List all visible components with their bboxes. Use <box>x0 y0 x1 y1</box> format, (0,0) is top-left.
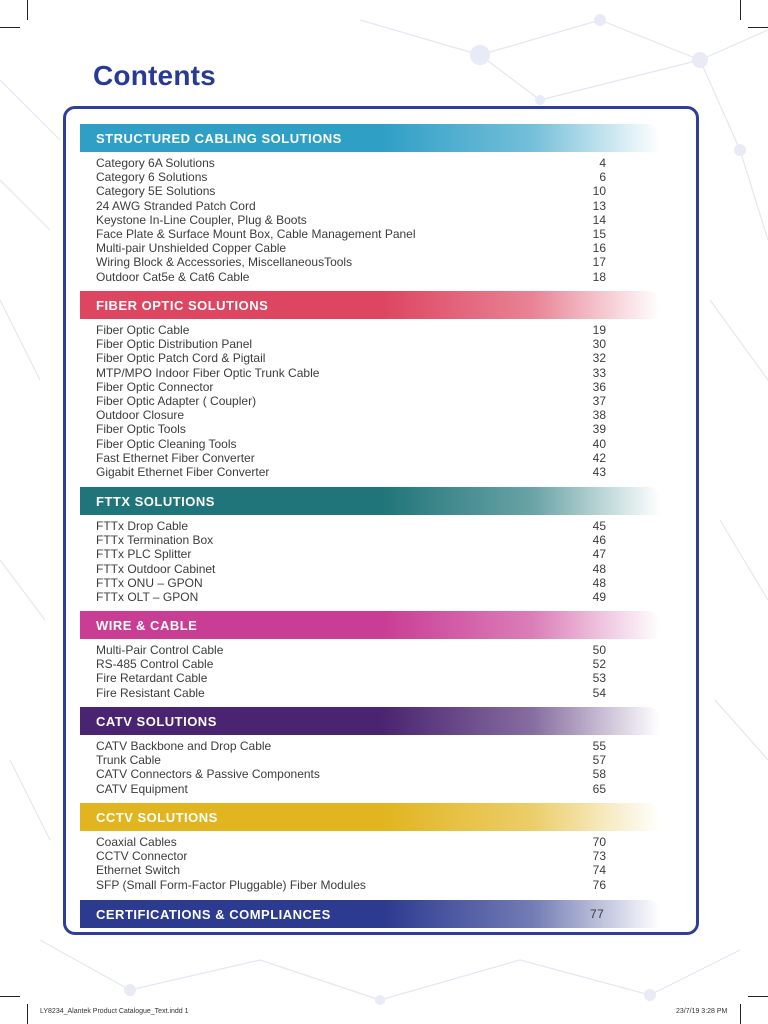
toc-entry <box>96 394 606 408</box>
toc-entry <box>96 451 606 465</box>
section-header-cctv-solutions <box>80 803 660 831</box>
crop-mark <box>748 996 768 997</box>
toc-entry-label: Multi-Pair Control Cable <box>96 643 224 657</box>
toc-entry <box>96 782 606 796</box>
toc-entry-label: MTP/MPO Indoor Fiber Optic Trunk Cable <box>96 366 320 380</box>
section-heading: FIBER OPTIC SOLUTIONS <box>96 297 269 313</box>
toc-entry-page: 10 <box>592 184 606 198</box>
toc-entry <box>96 686 606 700</box>
section-heading: WIRE & CABLE <box>96 617 198 633</box>
toc-entry-page: 49 <box>592 590 606 604</box>
toc-entry-page: 65 <box>592 782 606 796</box>
toc-entry-label: CATV Backbone and Drop Cable <box>96 739 272 753</box>
toc-entry-label: SFP (Small Form-Factor Pluggable) Fiber Modules <box>96 878 366 892</box>
toc-entry-label: Fiber Optic Distribution Panel <box>96 337 253 351</box>
toc-entry-label: Gigabit Ethernet Fiber Converter <box>96 465 270 479</box>
toc-entry-page: 40 <box>592 437 606 451</box>
toc-entry <box>96 156 606 170</box>
toc-entry <box>96 519 606 533</box>
section-heading: CCTV SOLUTIONS <box>96 809 218 825</box>
toc-entry-page: 54 <box>592 686 606 700</box>
toc-entry <box>96 184 606 198</box>
toc-entry-label: FTTx ONU – GPON <box>96 576 203 590</box>
toc-entry-label: Fiber Optic Adapter ( Coupler) <box>96 394 257 408</box>
toc-entry-page: 32 <box>592 351 606 365</box>
toc-entry-label: Fiber Optic Cleaning Tools <box>96 437 237 451</box>
toc-entry-label: Multi-pair Unshielded Copper Cable <box>96 241 287 255</box>
toc-entry <box>96 351 606 365</box>
toc-entry <box>96 422 606 436</box>
toc-entry <box>96 590 606 604</box>
toc-entry-label: Category 6 Solutions <box>96 170 208 184</box>
section-header-structured-cabling-solutions <box>80 124 660 152</box>
toc-entry-label: Wiring Block & Accessories, MiscellaneousTools <box>96 255 353 269</box>
toc-entry-page: 4 <box>599 156 606 170</box>
toc-entry <box>96 323 606 337</box>
toc-entry <box>96 255 606 269</box>
toc-entry <box>96 753 606 767</box>
toc-entry <box>96 533 606 547</box>
toc-entry <box>96 213 606 227</box>
toc-entry-label: Keystone In-Line Coupler, Plug & Boots <box>96 213 307 227</box>
toc-entry-page: 16 <box>592 241 606 255</box>
toc-entry-page: 33 <box>592 366 606 380</box>
toc-entry-page: 76 <box>592 878 606 892</box>
toc-entry-label: 24 AWG Stranded Patch Cord <box>96 199 256 213</box>
toc-entry <box>96 671 606 685</box>
toc-entry <box>96 835 606 849</box>
toc-entry-label: RS-485 Control Cable <box>96 657 214 671</box>
toc-entry-page: 15 <box>592 227 606 241</box>
toc-entry <box>96 465 606 479</box>
toc-entry-page: 52 <box>592 657 606 671</box>
toc-entry <box>96 270 606 284</box>
toc-entry-label: Fiber Optic Tools <box>96 422 186 436</box>
toc-entry-label: FTTx Outdoor Cabinet <box>96 562 216 576</box>
toc-entry <box>96 199 606 213</box>
toc-entry-label: Coaxial Cables <box>96 835 177 849</box>
toc-entry <box>96 227 606 241</box>
toc-entry-page: 50 <box>592 643 606 657</box>
toc-entry-label: Fire Resistant Cable <box>96 686 205 700</box>
toc-entry-label: FTTx PLC Splitter <box>96 547 192 561</box>
toc-entry-label: CCTV Connector <box>96 849 188 863</box>
toc-entry-page: 6 <box>599 170 606 184</box>
toc-entry-label: Fast Ethernet Fiber Converter <box>96 451 255 465</box>
toc-entry-page: 37 <box>592 394 606 408</box>
toc-entry-page: 13 <box>592 199 606 213</box>
toc-entry-page: 53 <box>592 671 606 685</box>
crop-mark <box>740 1004 741 1024</box>
toc-entry-label: Category 5E Solutions <box>96 184 216 198</box>
crop-mark <box>27 0 28 20</box>
toc-entry-label: Fiber Optic Cable <box>96 323 190 337</box>
toc-entry-page: 14 <box>592 213 606 227</box>
toc-entry-page: 73 <box>592 849 606 863</box>
section-header-catv-solutions <box>80 707 660 735</box>
footer-file: LY8234_Alantek Product Catalogue_Text.indd 1 <box>40 1008 189 1015</box>
toc-entry-label: Outdoor Cat5e & Cat6 Cable <box>96 270 250 284</box>
section-heading: STRUCTURED CABLING SOLUTIONS <box>96 130 342 146</box>
crop-mark <box>0 27 20 28</box>
crop-mark <box>27 1004 28 1024</box>
toc-entry-page: 45 <box>592 519 606 533</box>
toc-entry <box>96 241 606 255</box>
toc-entry-page: 36 <box>592 380 606 394</box>
toc-entry-label: Trunk Cable <box>96 753 161 767</box>
toc-entry-page: 19 <box>592 323 606 337</box>
toc-entry-label: Category 6A Solutions <box>96 156 215 170</box>
section-header-wire-cable <box>80 611 660 639</box>
toc-entry <box>96 337 606 351</box>
footer-date: 23/7/19 3:28 PM <box>676 1008 728 1015</box>
toc-entry-label: CATV Connectors & Passive Components <box>96 767 320 781</box>
toc-entry-page: 47 <box>592 547 606 561</box>
toc-entry <box>96 576 606 590</box>
toc-entry <box>96 739 606 753</box>
toc-entry-page: 43 <box>592 465 606 479</box>
crop-mark <box>0 996 20 997</box>
toc-entry-label: Fiber Optic Connector <box>96 380 214 394</box>
toc-entry <box>96 437 606 451</box>
toc-entry <box>96 366 606 380</box>
toc-entry <box>96 380 606 394</box>
toc-entry-page: 48 <box>592 576 606 590</box>
toc-entry-label: Ethernet Switch <box>96 863 181 877</box>
toc-entry-page: 39 <box>592 422 606 436</box>
toc-entry-page: 57 <box>592 753 606 767</box>
toc-entry-label: Face Plate & Surface Mount Box, Cable Management Panel <box>96 227 416 241</box>
toc-entry-page: 38 <box>592 408 606 422</box>
toc-entry-page: 42 <box>592 451 606 465</box>
section-heading: FTTX SOLUTIONS <box>96 493 215 509</box>
toc-entry <box>96 643 606 657</box>
toc-entry <box>96 170 606 184</box>
toc-entry-page: 30 <box>592 337 606 351</box>
toc-entry-label: FTTx OLT – GPON <box>96 590 199 604</box>
toc-entry <box>96 562 606 576</box>
toc-entry <box>96 878 606 892</box>
toc-entry-page: 46 <box>592 533 606 547</box>
crop-mark <box>740 0 741 20</box>
page-title: Contents <box>93 60 216 91</box>
section-header-fttx-solutions <box>80 487 660 515</box>
toc-entry-page: 74 <box>592 863 606 877</box>
toc-entry <box>96 547 606 561</box>
toc-entry <box>96 849 606 863</box>
toc-entry-page: 17 <box>592 255 606 269</box>
toc-entry <box>96 767 606 781</box>
section-header-certifications-compliances <box>80 900 660 928</box>
toc-entry <box>96 408 606 422</box>
toc-entry-label: Fiber Optic Patch Cord & Pigtail <box>96 351 266 365</box>
section-page-number: 77 <box>590 907 605 921</box>
toc-entry-page: 48 <box>592 562 606 576</box>
toc-entry-page: 58 <box>592 767 606 781</box>
section-heading: CATV SOLUTIONS <box>96 713 217 729</box>
toc-entry <box>96 863 606 877</box>
toc-entry-label: FTTx Termination Box <box>96 533 214 547</box>
toc-entry-label: Outdoor Closure <box>96 408 185 422</box>
toc-entry-page: 18 <box>592 270 606 284</box>
section-header-fiber-optic-solutions <box>80 291 660 319</box>
toc-entry-label: CATV Equipment <box>96 782 188 796</box>
toc-entry-label: Fire Retardant Cable <box>96 671 208 685</box>
section-heading: CERTIFICATIONS & COMPLIANCES <box>96 906 331 922</box>
toc-entry-label: FTTx Drop Cable <box>96 519 189 533</box>
toc-entry-page: 70 <box>592 835 606 849</box>
toc-entry-page: 55 <box>592 739 606 753</box>
crop-mark <box>748 27 768 28</box>
toc-entry <box>96 657 606 671</box>
